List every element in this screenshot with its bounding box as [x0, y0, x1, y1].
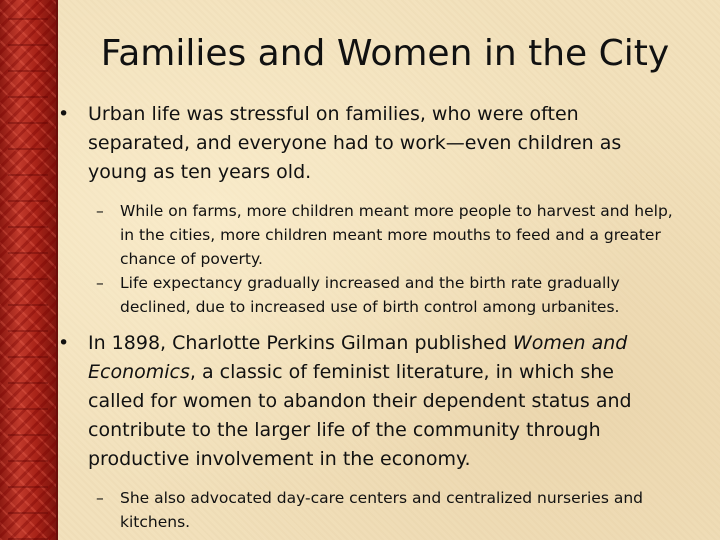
bullet-item	[56, 100, 676, 187]
bullet-text-part: , a classic of feminist literature, in which she called for women to abandon their dependent status and contribute to the larger life of the community through productive involvement in the economy.	[88, 361, 632, 470]
sub-bullet-text: Life expectancy gradually increased and the birth rate gradually declined, due to increased use of birth control among urbanites.	[120, 274, 620, 316]
bullet-text-part: In 1898, Charlotte Perkins Gilman published	[88, 332, 513, 354]
sub-bullet-glyph: –	[96, 489, 104, 507]
bullet-glyph: •	[58, 332, 70, 354]
bullet-glyph: •	[58, 103, 70, 125]
sub-bullet-glyph: –	[96, 202, 104, 220]
bullet-item	[56, 329, 676, 474]
decorative-left-border	[0, 0, 58, 540]
sub-bullet-glyph: –	[96, 274, 104, 292]
bullet-text: Urban life was stressful on families, who were often separated, and everyone had to work—even children as young as ten years old.	[88, 103, 622, 183]
sub-bullet-item	[56, 486, 676, 534]
book-title: Women and Economics	[88, 332, 628, 383]
slide-body	[56, 100, 676, 534]
sub-bullet-item	[56, 271, 676, 319]
sub-bullet-text: She also advocated day-care centers and centralized nurseries and kitchens.	[120, 489, 644, 531]
slide-title: Families and Women in the City	[100, 33, 670, 74]
sub-bullet-text: While on farms, more children meant more people to harvest and help, in the cities, more children meant more mouths to feed and a greater chance of poverty.	[120, 202, 673, 268]
sub-bullet-item	[56, 199, 676, 271]
